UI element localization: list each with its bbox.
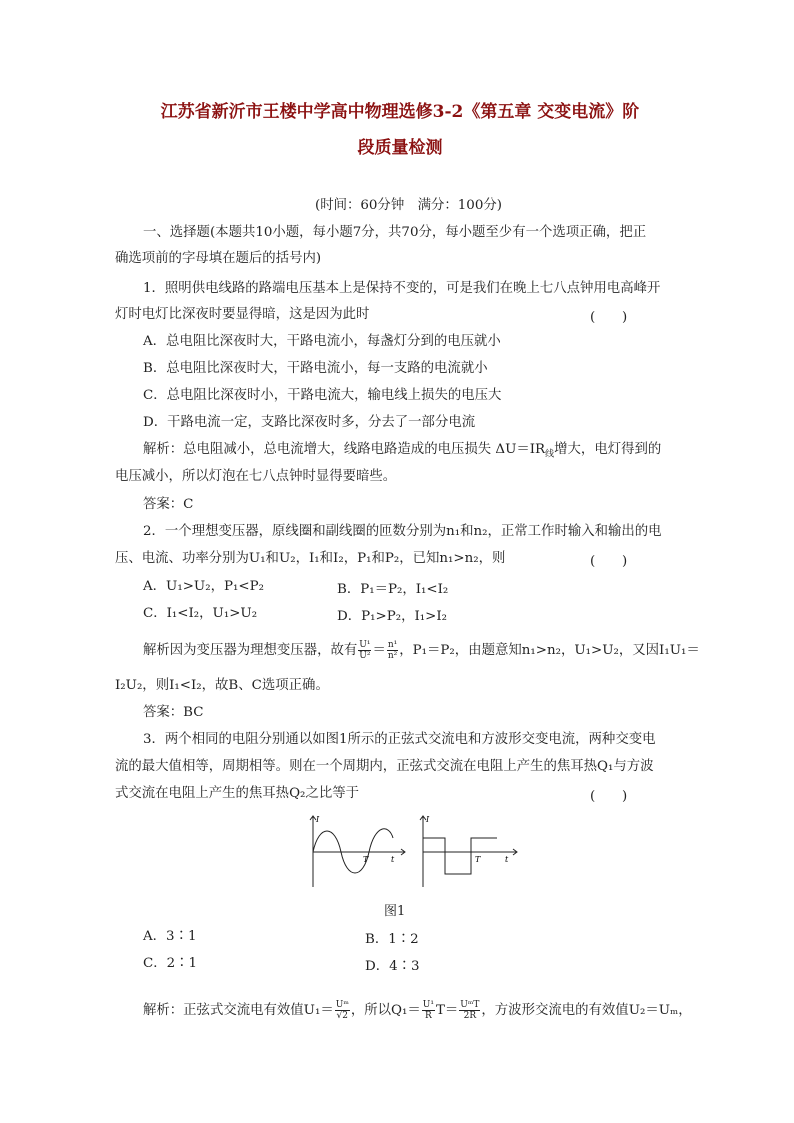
q1-option-d: D．干路电流一定，支路比深夜时多，分去了一部分电流 bbox=[143, 415, 476, 430]
q3-option-c: C．2∶1 bbox=[143, 956, 198, 971]
q1-exp-text2: 增大，电灯得到的 bbox=[554, 442, 662, 457]
frac-den: 2R bbox=[463, 1011, 477, 1021]
q3-explanation bbox=[143, 1000, 692, 1021]
square-t-label: t bbox=[505, 855, 509, 864]
q3-stem-c: 式交流在电阻上产生的焦耳热Q₂之比等于 bbox=[115, 786, 359, 801]
q2-stem-b: 压、电流、功率分别为U₁和U₂，I₁和I₂，P₁和P₂，已知n₁>n₂，则 bbox=[115, 551, 506, 566]
title-line-2: 段质量检测 bbox=[357, 138, 443, 158]
q1-option-c: C．总电阻比深夜时小，干路电流大，输电线上损失的电压大 bbox=[143, 388, 502, 403]
q3-stem-a: 3．两个相同的电阻分别通以如图1所示的正弦式交流电和方波形交变电流，两种交变电 bbox=[143, 732, 656, 747]
q2-exp-text: 解析因为变压器为理想变压器，故有 bbox=[143, 643, 358, 658]
q3-exp-text1: 解析：正弦式交流电有效值U₁＝ bbox=[143, 1003, 334, 1018]
q2-option-b: B．P₁＝P₂，I₁<I₂ bbox=[337, 582, 449, 597]
frac-den: n² bbox=[387, 651, 398, 661]
square-wave-graph bbox=[420, 816, 517, 887]
q3-fraction-1 bbox=[335, 1000, 350, 1021]
figure-1-waveforms bbox=[305, 812, 525, 890]
section1-line-a: 一、选择题(本题共10小题，每小题7分，共70分，每小题至少有一个选项正确，把正 bbox=[143, 225, 647, 240]
q2-explanation-a: 解析因为变压器为理想变压器，故有 $\frac{\text{U¹}}{\text{U²}}$ ＝ $\frac{\text{n¹}}{\text{n²}}$ ，P₁＝P₂，由题意知n₁>n₂，U₁>U₂，又因I₁U₁＝ bbox=[143, 640, 700, 661]
q1-explanation-b: 电压减小，所以灯泡在七八点钟时显得要暗些。 bbox=[115, 469, 397, 484]
sine-curve bbox=[313, 829, 393, 873]
sine-T-label: T bbox=[363, 855, 369, 864]
q1-exp-text: 解析：总电阻减小，总电流增大，线路电路造成的电压损失 ΔU＝IR bbox=[143, 442, 546, 457]
square-i-label: I bbox=[426, 815, 430, 824]
q3-option-a: A．3∶1 bbox=[143, 929, 197, 944]
q2-explanation-b: I₂U₂，则I₁<I₂，故B、C选项正确。 bbox=[115, 678, 329, 693]
q2-option-d: D．P₁>P₂，I₁>I₂ bbox=[337, 609, 448, 624]
sine-t-label: t bbox=[391, 855, 395, 864]
frac-num: n¹ bbox=[387, 640, 398, 650]
q3-exp-text3: T＝ bbox=[435, 1003, 459, 1018]
q1-answer: 答案：C bbox=[143, 497, 194, 512]
q3-exp-text4: ，方波形交流电的有效值U₂＝Uₘ， bbox=[481, 1003, 692, 1018]
q3-answer-paren: ( ) bbox=[590, 789, 628, 804]
sine-wave-graph bbox=[310, 816, 405, 887]
q1-explanation-a bbox=[143, 441, 661, 464]
q3-exp-text2: ，所以Q₁＝ bbox=[350, 1003, 421, 1018]
title-line-1: 江苏省新沂市王楼中学高中物理选修3-2《第五章 交变电流》阶 bbox=[160, 102, 640, 122]
q2-option-a: A．U₁>U₂，P₁<P₂ bbox=[143, 579, 264, 594]
q1-option-a: A．总电阻比深夜时大，干路电流小，每盏灯分到的电压就小 bbox=[143, 334, 501, 349]
square-T-label: T bbox=[475, 855, 481, 864]
q3-stem-b: 流的最大值相等，周期相等。则在一个周期内，正弦式交流在电阻上产生的焦耳热Q₁与方波 bbox=[115, 759, 654, 774]
frac-den: R bbox=[424, 1011, 432, 1021]
square-curve bbox=[423, 838, 497, 874]
frac-den: √2 bbox=[336, 1011, 349, 1021]
time-info: (时间：60分钟 满分：100分) bbox=[315, 198, 502, 213]
q2-answer-paren: ( ) bbox=[590, 554, 628, 569]
frac-num: Uᵐ bbox=[335, 1000, 349, 1010]
frac-num: U¹ bbox=[422, 1000, 434, 1010]
q2-option-c: C．I₁<I₂，U₁>U₂ bbox=[143, 606, 258, 621]
frac-num: U¹ bbox=[359, 640, 371, 650]
figure-caption: 图1 bbox=[384, 904, 406, 919]
q2-exp-text2: ，P₁＝P₂，由题意知n₁>n₂，U₁>U₂，又因I₁U₁＝ bbox=[399, 643, 700, 658]
q2-fraction-u bbox=[358, 640, 371, 661]
q2-fraction-n bbox=[387, 640, 398, 661]
q1-answer-paren: ( ) bbox=[590, 310, 628, 325]
q3-option-b: B．1∶2 bbox=[365, 932, 419, 947]
sine-i-label: I bbox=[316, 815, 320, 824]
q1-exp-sub: 线 bbox=[545, 449, 555, 460]
q2-stem-a: 2．一个理想变压器，原线圈和副线圈的匝数分别为n₁和n₂，正常工作时输入和输出的电 bbox=[143, 524, 662, 539]
section1-line-b: 确选项前的字母填在题后的括号内) bbox=[115, 251, 322, 266]
document-title bbox=[140, 94, 660, 166]
q3-option-d: D．4∶3 bbox=[365, 959, 420, 974]
q1-option-b: B．总电阻比深夜时大，干路电流小，每一支路的电流就小 bbox=[143, 361, 488, 376]
q3-fraction-3 bbox=[459, 1000, 480, 1021]
q3-fraction-2 bbox=[422, 1000, 435, 1021]
frac-num: UᵐT bbox=[460, 1000, 480, 1010]
q2-answer: 答案：BC bbox=[143, 705, 204, 720]
q1-stem-b: 灯时电灯比深夜时要显得暗，这是因为此时 bbox=[115, 307, 370, 322]
frac-den: U² bbox=[359, 651, 371, 661]
q1-stem-a: 1．照明供电线路的路端电压基本上是保持不变的，可是我们在晚上七八点钟用电高峰开 bbox=[143, 281, 661, 296]
